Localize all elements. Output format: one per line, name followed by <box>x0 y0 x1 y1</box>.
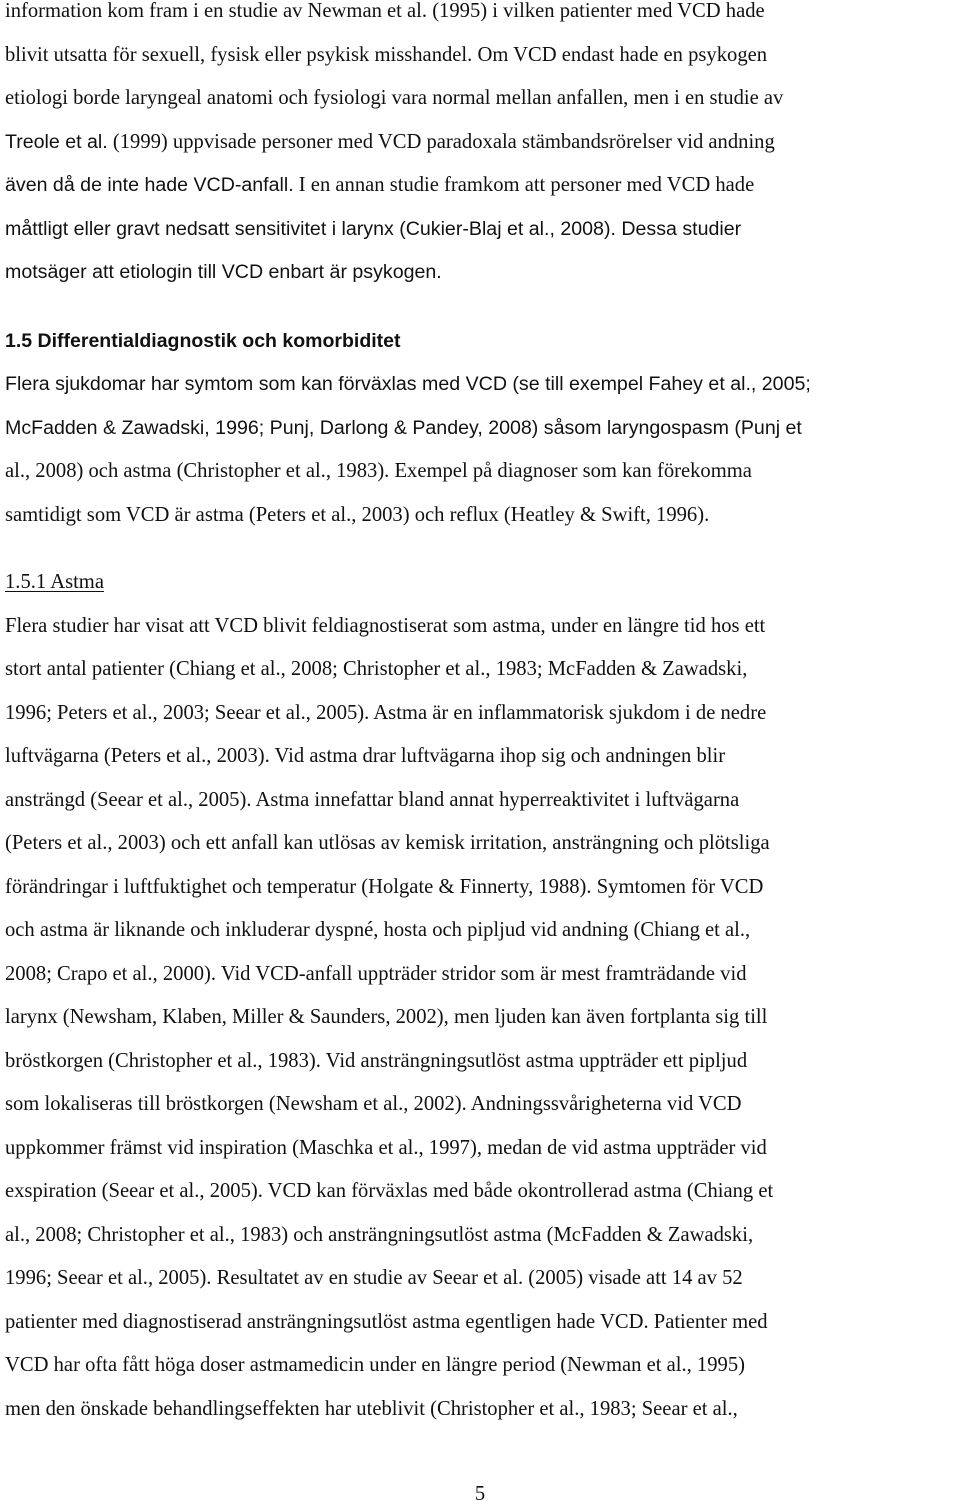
text-line: förändringar i luftfuktighet och temperatur (Holgate & Finnerty, 1988). Symtomen för VCD <box>5 875 764 898</box>
text-line: uppkommer främst vid inspiration (Maschka et al., 1997), medan de vid astma uppträder vid <box>5 1136 767 1159</box>
text-line: Flera studier har visat att VCD blivit feldiagnostiserat som astma, under en längre tid hos ett <box>5 614 766 637</box>
text-fragment: I en annan studie framkom att personer med VCD hade <box>293 174 755 196</box>
text-line: exspiration (Seear et al., 2005). VCD kan förväxlas med både okontrollerad astma (Chiang et <box>5 1180 774 1202</box>
text-line <box>5 164 956 208</box>
text-line: 2008; Crapo et al., 2000). Vid VCD-anfall uppträder stridor som är mest framträdande vid <box>5 962 747 985</box>
text-line: blivit utsatta för sexuell, fysisk eller psykisk misshandel. Om VCD endast hade en psykogen <box>5 43 768 66</box>
text-line: larynx (Newsham, Klaben, Miller & Saunders, 2002), men ljuden kan även fortplanta sig till <box>5 1006 768 1028</box>
text-line <box>5 121 956 165</box>
text-line: McFadden & Zawadski, 1996; Punj, Darlong & Pandey, 2008) såsom laryngospasm (Punj et <box>5 416 802 439</box>
text-fragment: även då de inte hade VCD-anfall. <box>5 174 294 196</box>
document-page <box>5 0 956 1431</box>
spacer <box>5 295 956 320</box>
text-line: etiologi borde laryngeal anatomi och fysiologi vara normal mellan anfallen, men i en studie av <box>5 87 784 109</box>
intro-paragraph <box>5 0 956 295</box>
text-line: men den önskade behandlingseffekten har uteblivit (Christopher et al., 1983; Seear et al., <box>5 1397 738 1420</box>
text-line: VCD har ofta fått höga doser astmamedicin under en längre period (Newman et al., 1995) <box>5 1354 745 1376</box>
text-line: Flera sjukdomar har symtom som kan förväxlas med VCD (se till exempel Fahey et al., 2005; <box>5 373 811 395</box>
text-line: som lokaliseras till bröstkorgen (Newsham et al., 2002). Andningssvårigheterna vid VCD <box>5 1093 742 1115</box>
text-line: ansträngd (Seear et al., 2005). Astma innefattar bland annat hyperreaktivitet i luftvägarna <box>5 788 740 811</box>
section-heading: 1.5 Differentialdiagnostik och komorbiditet <box>5 329 401 352</box>
text-line: 1996; Seear et al., 2005). Resultatet av en studie av Seear et al. (2005) visade att 14 av 52 <box>5 1267 743 1289</box>
text-line: och astma är liknande och inkluderar dyspné, hosta och pipljud vid andning (Chiang et al., <box>5 919 751 941</box>
text-line: patienter med diagnostiserad ansträngningsutlöst astma egentligen hade VCD. Patienter med <box>5 1310 768 1333</box>
text-line: stort antal patienter (Chiang et al., 2008; Christopher et al., 1983; McFadden & Zawadski, <box>5 658 748 680</box>
page-number: 5 <box>474 1483 486 1505</box>
section-paragraph <box>5 363 956 537</box>
text-line: motsäger att etiologin till VCD enbart är psykogen. <box>5 261 442 283</box>
text-line: samtidigt som VCD är astma (Peters et al., 2003) och reflux (Heatley & Swift, 1996). <box>5 503 710 526</box>
text-fragment: Treole et al. <box>5 130 108 153</box>
text-line: bröstkorgen (Christopher et al., 1983). Vid ansträngningsutlöst astma uppträder ett pipljud <box>5 1049 748 1072</box>
text-line: luftvägarna (Peters et al., 2003). Vid astma drar luftvägarna ihop sig och andningen blir <box>5 745 726 767</box>
text-fragment: (1999) uppvisade personer med VCD paradoxala stämbandsrörelser vid andning <box>107 130 775 153</box>
text-line: 1996; Peters et al., 2003; Seear et al., 2005). Astma är en inflammatorisk sjukdom i de nedre <box>5 701 767 724</box>
text-line: (Peters et al., 2003) och ett anfall kan utlösas av kemisk irritation, ansträngning och plötsliga <box>5 832 770 854</box>
subsection-heading <box>5 561 956 605</box>
text-line: al., 2008) och astma (Christopher et al., 1983). Exempel på diagnoser som kan förekomma <box>5 460 752 482</box>
subsection-heading-text: 1.5.1 Astma <box>5 571 104 593</box>
spacer <box>5 537 956 561</box>
astma-paragraph <box>5 605 956 1432</box>
text-line: al., 2008; Christopher et al., 1983) och ansträngningsutlöst astma (McFadden & Zawadski, <box>5 1223 754 1246</box>
text-line: måttligt eller gravt nedsatt sensitivitet i larynx (Cukier-Blaj et al., 2008). Dessa studier <box>5 217 742 240</box>
text-line: information kom fram i en studie av Newman et al. (1995) i vilken patienter med VCD hade <box>5 0 765 22</box>
